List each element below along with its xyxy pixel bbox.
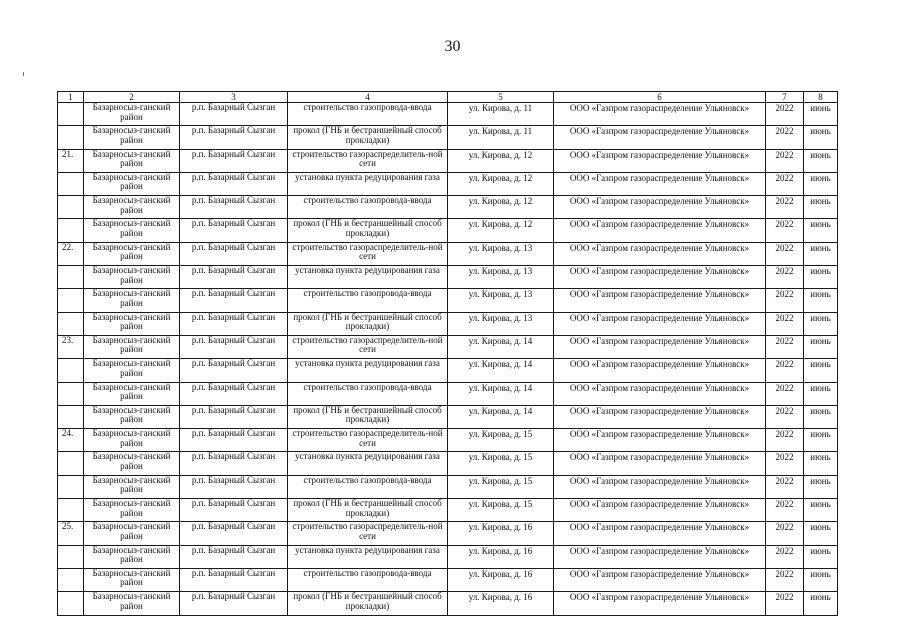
month-cell: июнь (804, 242, 838, 265)
row-number (58, 592, 84, 615)
address-cell: ул. Кирова, д. 14 (448, 359, 554, 382)
month-cell: июнь (804, 266, 838, 289)
district-cell: Базарносыз-ганский район (84, 312, 180, 335)
month-cell: июнь (804, 219, 838, 242)
work-type-cell: строительство газораспределитель-ной сети (288, 149, 448, 172)
district-cell: Базарносыз-ганский район (84, 568, 180, 591)
row-number: 25. (58, 522, 84, 545)
year-cell: 2022 (766, 522, 804, 545)
settlement-cell: р.п. Базарный Сызган (180, 196, 288, 219)
organization-cell: ООО «Газпром газораспределение Ульяновск» (554, 126, 766, 149)
district-cell: Базарносыз-ганский район (84, 289, 180, 312)
organization-cell: ООО «Газпром газораспределение Ульяновск» (554, 429, 766, 452)
settlement-cell: р.п. Базарный Сызган (180, 149, 288, 172)
address-cell: ул. Кирова, д. 12 (448, 172, 554, 195)
row-number: 24. (58, 429, 84, 452)
row-number (58, 568, 84, 591)
month-cell: июнь (804, 592, 838, 615)
table-row (58, 475, 838, 498)
settlement-cell: р.п. Базарный Сызган (180, 219, 288, 242)
organization-cell: ООО «Газпром газораспределение Ульяновск» (554, 405, 766, 428)
table-body (58, 103, 838, 616)
organization-cell: ООО «Газпром газораспределение Ульяновск» (554, 312, 766, 335)
row-number (58, 289, 84, 312)
organization-cell: ООО «Газпром газораспределение Ульяновск» (554, 592, 766, 615)
header-col-7: 7 (766, 92, 804, 103)
year-cell: 2022 (766, 452, 804, 475)
table-row (58, 289, 838, 312)
table-header (58, 92, 838, 103)
year-cell: 2022 (766, 382, 804, 405)
organization-cell: ООО «Газпром газораспределение Ульяновск» (554, 522, 766, 545)
work-type-cell: строительство газопровода-ввода (288, 196, 448, 219)
year-cell: 2022 (766, 335, 804, 358)
settlement-cell: р.п. Базарный Сызган (180, 522, 288, 545)
header-col-4: 4 (288, 92, 448, 103)
settlement-cell: р.п. Базарный Сызган (180, 359, 288, 382)
table-row (58, 382, 838, 405)
row-number: 21. (58, 149, 84, 172)
settlement-cell: р.п. Базарный Сызган (180, 289, 288, 312)
district-cell: Базарносыз-ганский район (84, 429, 180, 452)
work-type-cell: строительство газораспределитель-ной сети (288, 242, 448, 265)
table-row (58, 242, 838, 265)
row-number: 22. (58, 242, 84, 265)
district-cell: Базарносыз-ганский район (84, 103, 180, 126)
header-col-6: 6 (554, 92, 766, 103)
address-cell: ул. Кирова, д. 15 (448, 499, 554, 522)
table-row (58, 545, 838, 568)
table-row (58, 312, 838, 335)
year-cell: 2022 (766, 289, 804, 312)
organization-cell: ООО «Газпром газораспределение Ульяновск» (554, 335, 766, 358)
month-cell: июнь (804, 172, 838, 195)
year-cell: 2022 (766, 149, 804, 172)
table-row (58, 522, 838, 545)
work-type-cell: установка пункта редуцирования газа (288, 266, 448, 289)
work-type-cell: строительство газораспределитель-ной сети (288, 429, 448, 452)
month-cell: июнь (804, 475, 838, 498)
row-number (58, 126, 84, 149)
header-row (58, 92, 838, 103)
address-cell: ул. Кирова, д. 12 (448, 196, 554, 219)
address-cell: ул. Кирова, д. 16 (448, 522, 554, 545)
header-col-8: 8 (804, 92, 838, 103)
address-cell: ул. Кирова, д. 12 (448, 219, 554, 242)
row-number (58, 359, 84, 382)
district-cell: Базарносыз-ганский район (84, 499, 180, 522)
row-number (58, 219, 84, 242)
work-type-cell: строительство газопровода-ввода (288, 382, 448, 405)
settlement-cell: р.п. Базарный Сызган (180, 545, 288, 568)
organization-cell: ООО «Газпром газораспределение Ульяновск» (554, 359, 766, 382)
year-cell: 2022 (766, 219, 804, 242)
year-cell: 2022 (766, 475, 804, 498)
district-cell: Базарносыз-ганский район (84, 382, 180, 405)
organization-cell: ООО «Газпром газораспределение Ульяновск» (554, 475, 766, 498)
page-number: 30 (444, 38, 461, 55)
year-cell: 2022 (766, 312, 804, 335)
address-cell: ул. Кирова, д. 16 (448, 545, 554, 568)
organization-cell: ООО «Газпром газораспределение Ульяновск» (554, 196, 766, 219)
year-cell: 2022 (766, 429, 804, 452)
settlement-cell: р.п. Базарный Сызган (180, 568, 288, 591)
table-row (58, 359, 838, 382)
row-number (58, 499, 84, 522)
organization-cell: ООО «Газпром газораспределение Ульяновск» (554, 568, 766, 591)
organization-cell: ООО «Газпром газораспределение Ульяновск» (554, 289, 766, 312)
row-number (58, 312, 84, 335)
year-cell: 2022 (766, 126, 804, 149)
settlement-cell: р.п. Базарный Сызган (180, 312, 288, 335)
month-cell: июнь (804, 312, 838, 335)
month-cell: июнь (804, 405, 838, 428)
year-cell: 2022 (766, 242, 804, 265)
work-type-cell: прокол (ГНБ и бестраншейный способ прокладки) (288, 499, 448, 522)
settlement-cell: р.п. Базарный Сызган (180, 499, 288, 522)
work-type-cell: строительство газораспределитель-ной сети (288, 522, 448, 545)
work-type-cell: строительство газопровода-ввода (288, 475, 448, 498)
header-col-5: 5 (448, 92, 554, 103)
work-type-cell: установка пункта редуцирования газа (288, 359, 448, 382)
address-cell: ул. Кирова, д. 15 (448, 452, 554, 475)
organization-cell: ООО «Газпром газораспределение Ульяновск» (554, 242, 766, 265)
address-cell: ул. Кирова, д. 16 (448, 592, 554, 615)
year-cell: 2022 (766, 592, 804, 615)
settlement-cell: р.п. Базарный Сызган (180, 335, 288, 358)
table-row (58, 149, 838, 172)
settlement-cell: р.п. Базарный Сызган (180, 452, 288, 475)
year-cell: 2022 (766, 103, 804, 126)
settlement-cell: р.п. Базарный Сызган (180, 172, 288, 195)
month-cell: июнь (804, 103, 838, 126)
month-cell: июнь (804, 382, 838, 405)
address-cell: ул. Кирова, д. 11 (448, 126, 554, 149)
work-type-cell: строительство газопровода-ввода (288, 289, 448, 312)
district-cell: Базарносыз-ганский район (84, 219, 180, 242)
table-row (58, 429, 838, 452)
organization-cell: ООО «Газпром газораспределение Ульяновск» (554, 149, 766, 172)
work-type-cell: строительство газораспределитель-ной сети (288, 335, 448, 358)
month-cell: июнь (804, 568, 838, 591)
settlement-cell: р.п. Базарный Сызган (180, 103, 288, 126)
row-number (58, 545, 84, 568)
row-number (58, 405, 84, 428)
work-type-cell: прокол (ГНБ и бестраншейный способ прокладки) (288, 126, 448, 149)
district-cell: Базарносыз-ганский район (84, 242, 180, 265)
table-row (58, 103, 838, 126)
year-cell: 2022 (766, 405, 804, 428)
work-type-cell: строительство газопровода-ввода (288, 103, 448, 126)
table-row (58, 196, 838, 219)
month-cell: июнь (804, 545, 838, 568)
address-cell: ул. Кирова, д. 12 (448, 149, 554, 172)
year-cell: 2022 (766, 545, 804, 568)
settlement-cell: р.п. Базарный Сызган (180, 405, 288, 428)
organization-cell: ООО «Газпром газораспределение Ульяновск» (554, 382, 766, 405)
settlement-cell: р.п. Базарный Сызган (180, 429, 288, 452)
table-row (58, 126, 838, 149)
table-row (58, 499, 838, 522)
district-cell: Базарносыз-ганский район (84, 266, 180, 289)
organization-cell: ООО «Газпром газораспределение Ульяновск» (554, 172, 766, 195)
header-col-3: 3 (180, 92, 288, 103)
month-cell: июнь (804, 452, 838, 475)
organization-cell: ООО «Газпром газораспределение Ульяновск» (554, 499, 766, 522)
row-number (58, 103, 84, 126)
work-type-cell: прокол (ГНБ и бестраншейный способ прокладки) (288, 592, 448, 615)
work-type-cell: установка пункта редуцирования газа (288, 452, 448, 475)
work-type-cell: прокол (ГНБ и бестраншейный способ прокладки) (288, 312, 448, 335)
organization-cell: ООО «Газпром газораспределение Ульяновск» (554, 219, 766, 242)
scan-mark (23, 72, 24, 76)
address-cell: ул. Кирова, д. 11 (448, 103, 554, 126)
work-type-cell: прокол (ГНБ и бестраншейный способ прокладки) (288, 405, 448, 428)
table-row (58, 405, 838, 428)
month-cell: июнь (804, 289, 838, 312)
row-number (58, 196, 84, 219)
month-cell: июнь (804, 522, 838, 545)
address-cell: ул. Кирова, д. 14 (448, 382, 554, 405)
district-cell: Базарносыз-ганский район (84, 359, 180, 382)
address-cell: ул. Кирова, д. 13 (448, 312, 554, 335)
month-cell: июнь (804, 429, 838, 452)
month-cell: июнь (804, 126, 838, 149)
year-cell: 2022 (766, 499, 804, 522)
row-number (58, 382, 84, 405)
month-cell: июнь (804, 359, 838, 382)
address-cell: ул. Кирова, д. 14 (448, 335, 554, 358)
row-number (58, 266, 84, 289)
row-number (58, 452, 84, 475)
district-cell: Базарносыз-ганский район (84, 172, 180, 195)
row-number (58, 475, 84, 498)
year-cell: 2022 (766, 172, 804, 195)
year-cell: 2022 (766, 359, 804, 382)
work-type-cell: установка пункта редуцирования газа (288, 545, 448, 568)
settlement-cell: р.п. Базарный Сызган (180, 126, 288, 149)
table-row (58, 266, 838, 289)
table-row (58, 219, 838, 242)
schedule-table (57, 91, 838, 616)
district-cell: Базарносыз-ганский район (84, 405, 180, 428)
table-row (58, 568, 838, 591)
year-cell: 2022 (766, 568, 804, 591)
organization-cell: ООО «Газпром газораспределение Ульяновск» (554, 452, 766, 475)
settlement-cell: р.п. Базарный Сызган (180, 592, 288, 615)
address-cell: ул. Кирова, д. 16 (448, 568, 554, 591)
district-cell: Базарносыз-ганский район (84, 452, 180, 475)
work-type-cell: строительство газопровода-ввода (288, 568, 448, 591)
district-cell: Базарносыз-ганский район (84, 149, 180, 172)
organization-cell: ООО «Газпром газораспределение Ульяновск» (554, 545, 766, 568)
district-cell: Базарносыз-ганский район (84, 126, 180, 149)
address-cell: ул. Кирова, д. 15 (448, 475, 554, 498)
district-cell: Базарносыз-ганский район (84, 196, 180, 219)
year-cell: 2022 (766, 196, 804, 219)
header-col-1: 1 (58, 92, 84, 103)
month-cell: июнь (804, 149, 838, 172)
district-cell: Базарносыз-ганский район (84, 475, 180, 498)
header-col-2: 2 (84, 92, 180, 103)
month-cell: июнь (804, 335, 838, 358)
address-cell: ул. Кирова, д. 13 (448, 289, 554, 312)
address-cell: ул. Кирова, д. 13 (448, 266, 554, 289)
district-cell: Базарносыз-ганский район (84, 592, 180, 615)
row-number: 23. (58, 335, 84, 358)
table-row (58, 452, 838, 475)
district-cell: Базарносыз-ганский район (84, 522, 180, 545)
work-type-cell: прокол (ГНБ и бестраншейный способ прокладки) (288, 219, 448, 242)
district-cell: Базарносыз-ганский район (84, 545, 180, 568)
month-cell: июнь (804, 499, 838, 522)
address-cell: ул. Кирова, д. 13 (448, 242, 554, 265)
row-number (58, 172, 84, 195)
organization-cell: ООО «Газпром газораспределение Ульяновск» (554, 103, 766, 126)
table-row (58, 335, 838, 358)
address-cell: ул. Кирова, д. 15 (448, 429, 554, 452)
table-row (58, 172, 838, 195)
district-cell: Базарносыз-ганский район (84, 335, 180, 358)
settlement-cell: р.п. Базарный Сызган (180, 475, 288, 498)
work-type-cell: установка пункта редуцирования газа (288, 172, 448, 195)
schedule-table-container (57, 91, 837, 616)
settlement-cell: р.п. Базарный Сызган (180, 382, 288, 405)
year-cell: 2022 (766, 266, 804, 289)
settlement-cell: р.п. Базарный Сызган (180, 266, 288, 289)
settlement-cell: р.п. Базарный Сызган (180, 242, 288, 265)
address-cell: ул. Кирова, д. 14 (448, 405, 554, 428)
table-row (58, 592, 838, 615)
month-cell: июнь (804, 196, 838, 219)
organization-cell: ООО «Газпром газораспределение Ульяновск» (554, 266, 766, 289)
